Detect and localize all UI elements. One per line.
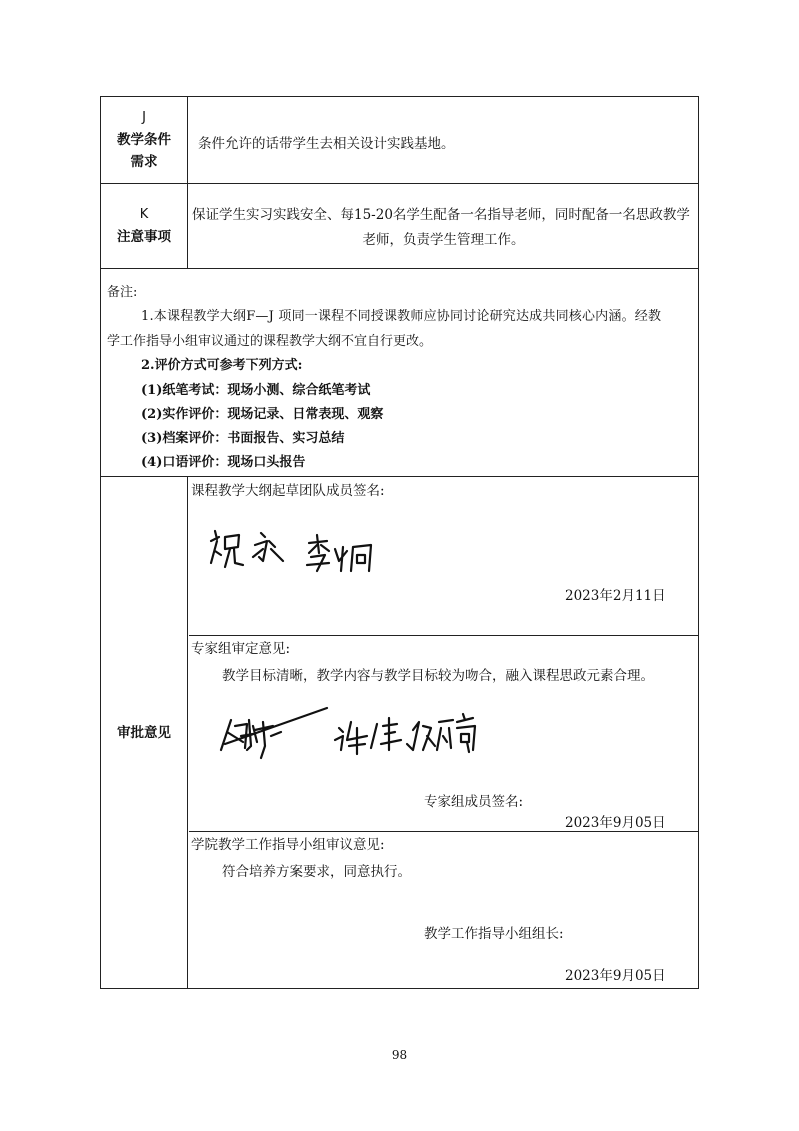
college-review-opinion: 符合培养方案要求，同意执行。 [222,864,411,880]
expert-signatures [217,706,487,762]
college-review-cell [189,832,698,988]
college-date: 2023年9月05日 [565,968,666,984]
approval-label-text: 审批意见 [117,724,171,741]
evaluation-method: (1)纸笔考试：现场小测、综合纸笔考试 [141,383,371,398]
remarks-item1-line1: 1.本课程教学大纲F—J 项同一课程不同授课教师应协同讨论研究达成共同核心内涵。经教 [141,309,662,324]
expert-review-cell [189,636,698,832]
page-number: 98 [391,1048,408,1062]
college-sign-label: 教学工作指导小组组长: [424,926,564,942]
row-k-label-text: 注意事项 [117,229,171,245]
row-remarks [101,269,698,477]
row-j-text: 条件允许的话带学生去相关设计实践基地。 [198,136,455,152]
syllabus-table [100,96,699,989]
row-k-content [189,184,698,268]
evaluation-method: (2)实作评价：现场记录、日常表现、观察 [141,407,384,422]
expert-date: 2023年9月05日 [565,815,666,831]
evaluation-method: (4)口语评价：现场口头报告 [141,455,306,470]
expert-review-opinion: 教学目标清晰，教学内容与教学目标较为吻合，融入课程思政元素合理。 [222,668,654,684]
row-j-content [189,97,698,183]
row-k-text-line1: 保证学生实习实践安全、每15-20名学生配备一名指导老师，同时配备一名思政教学 [192,207,690,223]
row-j-teaching-conditions [101,97,698,184]
row-k-code: K [139,207,149,222]
row-k-label [101,184,188,268]
row-j-label [101,97,188,183]
drafting-team-signature [205,527,395,579]
row-j-code: J [142,110,146,125]
college-review-title: 学院教学工作指导小组审议意见: [191,837,385,853]
evaluation-method: (3)档案评价：书面报告、实习总结 [141,431,345,446]
remarks-item2: 2.评价方式可参考下列方式: [141,358,303,373]
row-j-label-line2: 需求 [130,154,158,170]
drafting-date: 2023年2月11日 [565,588,666,604]
drafting-team-title: 课程教学大纲起草团队成员签名: [191,483,385,499]
row-k-text-line2: 老师，负责学生管理工作。 [362,232,525,248]
row-approval [101,477,698,988]
approval-label [101,477,188,988]
row-j-label-line1: 教学条件 [117,132,171,148]
remarks-title: 备注: [107,285,138,300]
row-k-notes [101,184,698,269]
drafting-team-cell [189,477,698,636]
remarks-item1-line2: 学工作指导小组审议通过的课程教学大纲不宜自行更改。 [107,334,433,349]
expert-sign-label: 专家组成员签名: [424,794,524,810]
expert-review-title: 专家组审定意见: [191,641,291,657]
